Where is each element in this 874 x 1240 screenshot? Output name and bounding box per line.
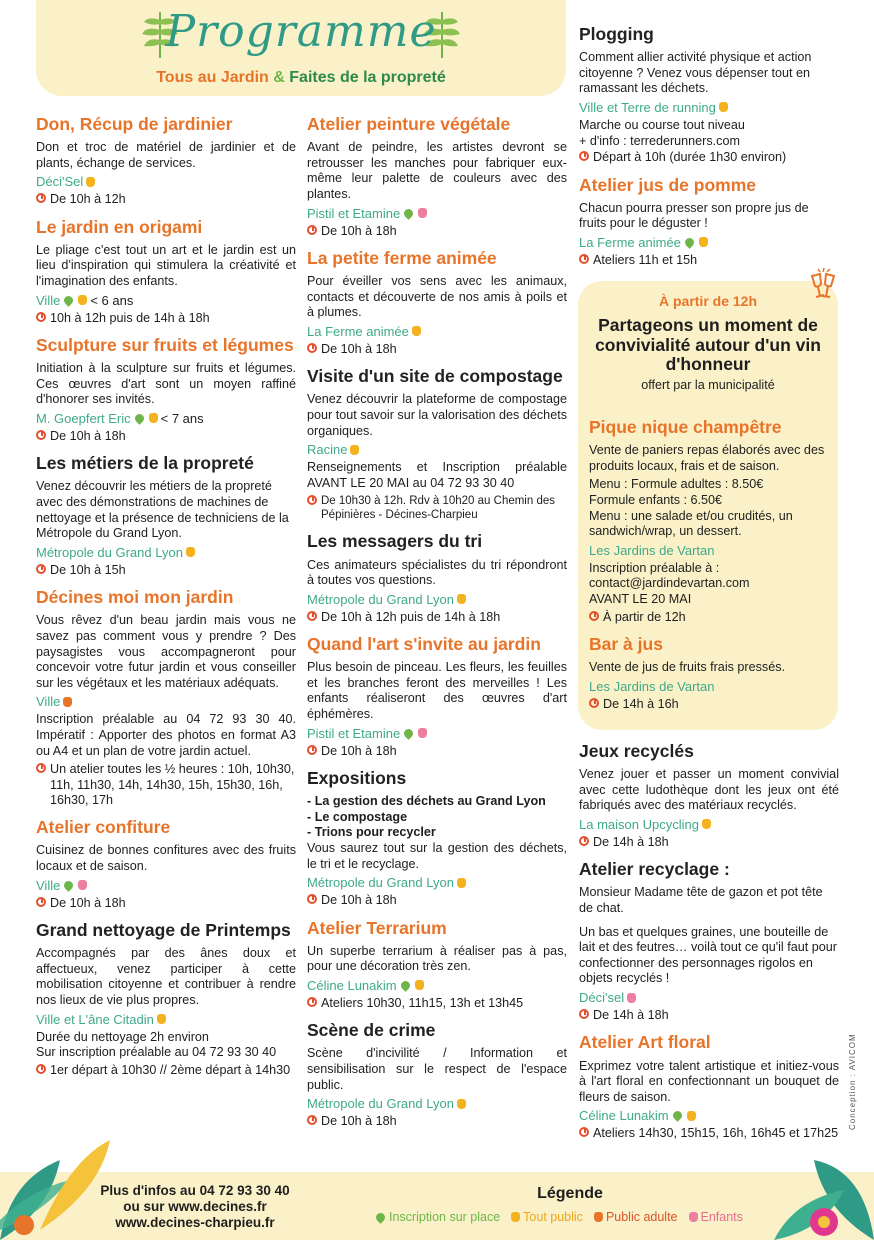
event-bar-jus xyxy=(589,634,829,712)
time-text: De 10h à 12h puis de 14h à 18h xyxy=(321,609,501,624)
time-text: De 10h30 à 12h. Rdv à 10h20 au Chemin des Pépinières - Décines-Charpieu xyxy=(321,495,555,522)
legend-all-public-label: Tout public xyxy=(523,1210,583,1224)
event-confiture xyxy=(36,817,296,911)
event-petite-ferme xyxy=(307,248,567,357)
event-title: Atelier confiture xyxy=(36,817,171,838)
exhibition-item: - Trions pour recycler xyxy=(307,825,436,840)
time-text: Ateliers 11h et 15h xyxy=(593,252,698,267)
event-description: Vous rêvez d'un beau jardin mais vous ne savez pas comment vous y prendre ? Des paysagistes vous accompagneront pour concevoir votre futur jardin et vous conseiller sur les végétaux et les matériaux adéquats. xyxy=(36,613,296,690)
event-note-deadline: AVANT LE 20 MAI xyxy=(589,592,692,606)
event-don-recup xyxy=(36,114,296,208)
event-time xyxy=(36,563,296,578)
event-organizer xyxy=(589,679,829,694)
event-organizer xyxy=(36,411,296,426)
event-description: Monsieur Madame tête de gazon et pot tête de chat. xyxy=(579,885,823,916)
organizer-name: Céline Lunakim xyxy=(307,977,397,993)
clock-icon xyxy=(589,611,599,621)
event-organizer xyxy=(307,1096,567,1111)
clock-icon xyxy=(36,193,46,203)
all-public-icon xyxy=(719,102,728,112)
organizer-name: La Ferme animée xyxy=(579,234,681,250)
event-note: Renseignements et Inscription préalable AVANT LE 20 MAI au 04 72 93 30 40 xyxy=(307,460,567,490)
event-organizer xyxy=(36,174,296,189)
all-public-icon xyxy=(699,237,708,247)
clock-icon xyxy=(307,225,317,235)
clock-icon xyxy=(579,254,589,264)
all-public-icon xyxy=(415,980,424,990)
event-organizer xyxy=(579,817,839,832)
event-metiers xyxy=(36,453,296,578)
event-time xyxy=(36,429,296,444)
event-organizer xyxy=(307,726,567,741)
clock-icon xyxy=(36,564,46,574)
event-description: Ces animateurs spécialistes du tri répondront à toutes vos questions. xyxy=(307,557,567,588)
reception-headline: Partageons un moment de convivialité autour d'un vin d'honneur xyxy=(595,315,821,375)
all-public-icon xyxy=(412,326,421,336)
event-title: Visite d'un site de compostage xyxy=(307,366,563,387)
clock-icon xyxy=(579,151,589,161)
event-title: Atelier Terrarium xyxy=(307,917,447,938)
event-time xyxy=(36,192,296,207)
time-text: 1er départ à 10h30 // 2ème départ à 14h30 xyxy=(50,1062,291,1077)
legend-adult-label: Public adulte xyxy=(605,1210,678,1224)
clock-icon xyxy=(307,997,317,1007)
column-2 xyxy=(307,114,567,1139)
event-organizer xyxy=(579,990,839,1005)
time-text: De 10h à 18h xyxy=(321,341,397,356)
event-organizer xyxy=(579,1108,839,1123)
subtitle-cleanliness: Faites de la propreté xyxy=(289,69,446,86)
event-description: Pour éveiller vos sens avec les animaux, contacts et découverte de nos amis à poils et à plumes. xyxy=(307,274,567,320)
event-title: Atelier recyclage : xyxy=(579,859,730,880)
event-peinture xyxy=(307,114,567,239)
children-icon xyxy=(418,208,427,218)
legend-children xyxy=(688,1210,743,1224)
event-time xyxy=(36,311,296,326)
event-messagers xyxy=(307,531,567,625)
event-description: Cuisinez de bonnes confitures avec des fruits locaux et de saison. xyxy=(36,843,296,874)
event-title: Décines moi mon jardin xyxy=(36,587,234,608)
event-plogging xyxy=(579,24,839,166)
event-description: Plus besoin de pinceau. Les fleurs, les feuilles et les branches feront des merveilles ! Les enfants réaliseront des œuvres d'art éphémères. xyxy=(307,660,567,722)
event-time xyxy=(579,1008,839,1023)
event-organizer xyxy=(579,235,839,250)
all-public-icon xyxy=(457,1099,466,1109)
time-text: Un atelier toutes les ½ heures : 10h, 10h30, 11h, 11h30, 14h, 14h30, 15h, 15h30, 16h, 16h30, 17h xyxy=(50,762,295,807)
event-title: Don, Récup de jardinier xyxy=(36,114,233,134)
column-3-top xyxy=(579,24,839,277)
age-limit: < 6 ans xyxy=(90,292,134,308)
legend-children-label: Enfants xyxy=(700,1210,743,1224)
event-note-2: + d'info : terrederunners.com xyxy=(579,133,740,148)
event-time xyxy=(307,224,567,239)
event-title: Bar à jus xyxy=(589,633,663,654)
event-organizer xyxy=(307,442,567,457)
all-public-icon xyxy=(157,1014,166,1024)
time-text: Départ à 10h (durée 1h30 environ) xyxy=(593,150,787,165)
time-text: De 10h à 12h xyxy=(50,192,126,207)
organizer-name: Déci'sel xyxy=(579,990,625,1006)
all-public-icon xyxy=(350,445,359,455)
children-icon xyxy=(689,1212,698,1222)
reception-note: offert par la municipalité xyxy=(641,378,775,392)
clock-icon xyxy=(579,836,589,846)
organizer-name: Racine xyxy=(307,442,348,458)
event-title: Atelier jus de pomme xyxy=(579,174,756,195)
footer-website-2[interactable]: www.decines-charpieu.fr xyxy=(115,1214,275,1230)
registration-pin-icon xyxy=(399,979,412,992)
event-title: Atelier peinture végétale xyxy=(307,114,511,134)
time-text: Ateliers 10h30, 11h15, 13h et 13h45 xyxy=(321,995,524,1010)
organizer-name: Métropole du Grand Lyon xyxy=(307,875,454,891)
time-text: À partir de 12h xyxy=(603,609,686,624)
organizer-name: Ville xyxy=(36,292,61,308)
subtitle-garden: Tous au Jardin xyxy=(156,69,269,86)
event-title: Sculpture sur fruits et légumes xyxy=(36,335,294,356)
event-decines-jardin xyxy=(36,587,296,808)
page-subtitle xyxy=(36,69,566,87)
time-text: De 14h à 18h xyxy=(593,834,669,849)
time-text: De 10h à 18h xyxy=(321,743,397,758)
event-organizer xyxy=(589,543,829,558)
all-public-icon xyxy=(511,1212,520,1222)
children-icon xyxy=(627,993,636,1003)
menu-children: Formule enfants : 6.50€ xyxy=(589,492,723,507)
event-description: Venez jouer et passer un moment convivial avec cette ludothèque dont les jeux ont été fabriqués avec des matériaux recyclés. xyxy=(579,767,839,813)
organizer-name: Pistil et Etamine xyxy=(307,205,401,221)
registration-pin-icon xyxy=(402,207,415,220)
children-icon xyxy=(78,880,87,890)
all-public-icon xyxy=(149,413,158,423)
organizer-name: Ville xyxy=(36,694,61,710)
subtitle-ampersand: & xyxy=(268,69,290,86)
event-description: Le pliage c'est tout un art et le jardin est un lieu d'inspiration qui stimulera la créativité et l'imagination des enfants. xyxy=(36,242,296,289)
event-art-floral xyxy=(579,1032,839,1141)
event-scene-crime xyxy=(307,1020,567,1129)
event-sculpture xyxy=(36,335,296,444)
time-text: De 10h à 15h xyxy=(50,562,126,577)
event-organizer xyxy=(579,100,839,115)
event-title: Plogging xyxy=(579,24,654,44)
registration-pin-icon xyxy=(402,727,415,740)
event-organizer xyxy=(307,206,567,221)
registration-pin-icon xyxy=(683,236,696,249)
organizer-name: La maison Upcycling xyxy=(579,816,699,832)
adult-public-icon xyxy=(594,1212,603,1222)
event-description-2: Un bas et quelques graines, une bouteille de lait et des feutres… voilà tout ce qu'il faut pour confectionner des personnages rigolos en objets recyclés ! xyxy=(579,924,837,986)
organizer-name: Céline Lunakim xyxy=(579,1108,669,1124)
reception-time: À partir de 12h xyxy=(658,293,758,309)
event-title: Les messagers du tri xyxy=(307,531,483,552)
event-time xyxy=(579,835,839,850)
clock-icon xyxy=(307,745,317,755)
registration-pin-icon xyxy=(62,294,75,307)
legend xyxy=(374,1210,743,1224)
event-time xyxy=(307,494,567,522)
event-title: Les métiers de la propreté xyxy=(36,453,254,474)
all-public-icon xyxy=(186,547,195,557)
event-time xyxy=(307,996,567,1011)
event-organizer xyxy=(307,592,567,607)
clock-icon xyxy=(36,763,46,773)
event-expositions xyxy=(307,768,567,909)
event-description: Scène d'incivilité / Information et sensibilisation sur le respect de l'espace public. xyxy=(307,1046,567,1092)
event-note-email[interactable]: contact@jardindevartan.com xyxy=(589,576,750,591)
clock-icon xyxy=(36,312,46,322)
all-public-icon xyxy=(687,1111,696,1121)
event-organizer xyxy=(36,1012,296,1027)
age-limit: < 7 ans xyxy=(160,410,204,426)
event-time xyxy=(307,610,567,625)
organizer-name: Métropole du Grand Lyon xyxy=(307,591,454,607)
event-origami xyxy=(36,217,296,326)
event-title: Pique nique champêtre xyxy=(589,417,782,437)
event-time xyxy=(307,744,567,759)
event-note: Inscription préalable à : xyxy=(589,560,720,575)
time-text: De 10h à 18h xyxy=(50,428,126,443)
clock-icon xyxy=(307,894,317,904)
time-text: De 10h à 18h xyxy=(321,223,397,238)
column-3-picnic xyxy=(589,417,829,721)
tropical-leaves-right-icon xyxy=(754,1150,874,1240)
column-3-bottom xyxy=(579,741,839,1151)
page-title: Programme xyxy=(165,6,437,57)
event-description: Vente de jus de fruits frais pressés. xyxy=(589,660,786,675)
organizer-name: Les Jardins de Vartan xyxy=(589,678,715,694)
event-organizer xyxy=(36,293,296,308)
all-public-icon xyxy=(457,878,466,888)
event-description: Accompagnés par des ânes doux et affectueux, venez participer à cette mobilisation citoyenne et contribuer à rendre nos lieux de vie plus propres. xyxy=(36,946,296,1007)
legend-registration-label: Inscription sur place xyxy=(389,1210,501,1224)
event-note: Inscription préalable au 04 72 93 30 40. Impératif : Apporter des photos en format A3 ou A4 et un plan de votre jardin actuel. xyxy=(36,712,296,758)
event-note: Marche ou course tout niveau xyxy=(579,117,745,132)
organizer-name: Déci'Sel xyxy=(36,174,84,190)
event-title: Jeux recyclés xyxy=(579,741,694,761)
event-description: Chacun pourra presser son propre jus de fruits pour le déguster ! xyxy=(579,200,809,231)
menu-content: Menu : une salade et/ou crudités, un sandwich/wrap, un dessert. xyxy=(589,508,793,539)
event-organizer xyxy=(36,694,296,709)
event-title: Grand nettoyage de Printemps xyxy=(36,920,291,941)
organizer-name: M. Goepfert Eric xyxy=(36,410,131,426)
event-time xyxy=(589,697,829,712)
event-time xyxy=(579,1126,839,1141)
clock-icon xyxy=(307,495,317,505)
event-title: Expositions xyxy=(307,768,407,789)
event-title: Atelier Art floral xyxy=(579,1032,711,1053)
design-credit: Conception : AVICOM xyxy=(848,1033,857,1130)
children-icon xyxy=(418,728,427,738)
event-organizer xyxy=(36,878,296,893)
all-public-icon xyxy=(86,177,95,187)
event-time xyxy=(307,342,567,357)
legend-all-public xyxy=(510,1210,583,1224)
organizer-name: Ville et L'âne Citadin xyxy=(36,1011,154,1027)
event-note: Durée du nettoyage 2h environ xyxy=(36,1029,209,1044)
event-time xyxy=(36,896,296,911)
event-title: La petite ferme animée xyxy=(307,247,497,268)
clock-icon xyxy=(307,1115,317,1125)
event-jus-pomme xyxy=(579,175,839,269)
event-time xyxy=(307,1114,567,1129)
adult-public-icon xyxy=(63,697,72,707)
event-time xyxy=(36,762,296,808)
time-text: Ateliers 14h30, 15h15, 16h, 16h45 et 17h25 xyxy=(593,1126,839,1141)
footer-website-1[interactable]: ou sur www.decines.fr xyxy=(123,1198,267,1214)
event-organizer xyxy=(36,545,296,560)
event-nettoyage xyxy=(36,920,296,1078)
event-description: Venez découvrir la plateforme de compostage pour tout savoir sur la valorisation des déchets organiques. xyxy=(307,392,567,438)
time-text: De 14h à 16h xyxy=(603,696,679,711)
legend-registration xyxy=(374,1210,500,1224)
all-public-icon xyxy=(457,594,466,604)
event-jeux-recycles xyxy=(579,741,839,850)
event-atelier-recyclage xyxy=(579,859,839,1023)
time-text: 10h à 12h puis de 14h à 18h xyxy=(50,310,210,325)
event-terrarium xyxy=(307,918,567,1012)
exhibition-item: - Le compostage xyxy=(307,809,408,824)
event-title: Quand l'art s'invite au jardin xyxy=(307,634,541,655)
event-description: Vous saurez tout sur la gestion des déchets, le tri et le recyclage. xyxy=(307,841,567,871)
clock-icon xyxy=(36,897,46,907)
column-1 xyxy=(36,114,296,1087)
organizer-name: Ville xyxy=(36,877,61,893)
event-pique-nique xyxy=(589,417,829,625)
footer-info xyxy=(70,1183,320,1231)
organizer-name: Métropole du Grand Lyon xyxy=(36,544,183,560)
clock-icon xyxy=(589,698,599,708)
event-title: Le jardin en origami xyxy=(36,216,203,237)
time-text: De 14h à 18h xyxy=(593,1008,669,1023)
registration-pin-icon xyxy=(133,412,146,425)
event-time xyxy=(579,150,839,165)
time-text: De 10h à 18h xyxy=(321,893,397,908)
footer-phone: Plus d'infos au 04 72 93 30 40 xyxy=(100,1183,290,1198)
event-time xyxy=(36,1063,296,1078)
organizer-name: Métropole du Grand Lyon xyxy=(307,1096,454,1112)
time-text: De 10h à 18h xyxy=(50,895,126,910)
clock-icon xyxy=(579,1127,589,1137)
all-public-icon xyxy=(78,295,87,305)
organizer-name: Les Jardins de Vartan xyxy=(589,542,715,558)
event-organizer xyxy=(307,978,567,993)
clock-icon xyxy=(579,1009,589,1019)
event-description: Don et troc de matériel de jardinier et de plants, échange de services. xyxy=(36,140,296,170)
event-organizer xyxy=(307,875,567,890)
legend-adult xyxy=(593,1210,678,1224)
event-description: Venez découvrir les métiers de la propreté avec des démonstrations de machines de nettoyage et la présence de techniciens de la Métropole du Grand Lyon. xyxy=(36,479,289,541)
menu-adults: Menu : Formule adultes : 8.50€ xyxy=(589,477,764,492)
clock-icon xyxy=(307,611,317,621)
registration-pin-icon xyxy=(62,879,75,892)
event-organizer xyxy=(307,324,567,339)
clock-icon xyxy=(307,343,317,353)
organizer-name: La Ferme animée xyxy=(307,323,409,339)
event-time xyxy=(579,253,839,268)
clock-icon xyxy=(36,1064,46,1074)
event-title: Scène de crime xyxy=(307,1020,436,1041)
exhibition-item: - La gestion des déchets au Grand Lyon xyxy=(307,794,546,809)
event-time xyxy=(589,610,829,625)
event-note-2: Sur inscription préalable au 04 72 93 30 40 xyxy=(36,1045,277,1060)
event-description: Initiation à la sculpture sur fruits et légumes. Ces œuvres d'art sont un moyen raffiné d'honorer ses invités. xyxy=(36,361,296,407)
event-description: Exprimez votre talent artistique et initiez-vous à l'art floral en confectionnant un bouquet de fleurs de saison. xyxy=(579,1058,839,1104)
event-time xyxy=(307,893,567,908)
event-compostage xyxy=(307,366,567,522)
legend-title: Légende xyxy=(537,1185,603,1202)
time-text: De 10h à 18h xyxy=(321,1114,397,1129)
event-description: Comment allier activité physique et action citoyenne ? Venez vous dépenser tout en ramassant les déchets. xyxy=(579,50,812,96)
all-public-icon xyxy=(702,819,711,829)
clock-icon xyxy=(36,430,46,440)
organizer-name: Pistil et Etamine xyxy=(307,725,401,741)
organizer-name: Ville et Terre de running xyxy=(579,99,716,115)
event-art-jardin xyxy=(307,634,567,759)
registration-pin-icon xyxy=(671,1110,684,1123)
event-description: Vente de paniers repas élaborés avec des produits locaux, frais et de saison. xyxy=(589,443,825,473)
event-description: Un superbe terrarium à réaliser pas à pas, pour une décoration très zen. xyxy=(307,943,567,974)
exhibition-list xyxy=(307,794,567,841)
registration-pin-icon xyxy=(374,1211,387,1224)
event-description: Avant de peindre, les artistes devront se retrousser les manches pour fabriquer eux-même leur palette de couleurs avec des plantes. xyxy=(307,140,567,201)
